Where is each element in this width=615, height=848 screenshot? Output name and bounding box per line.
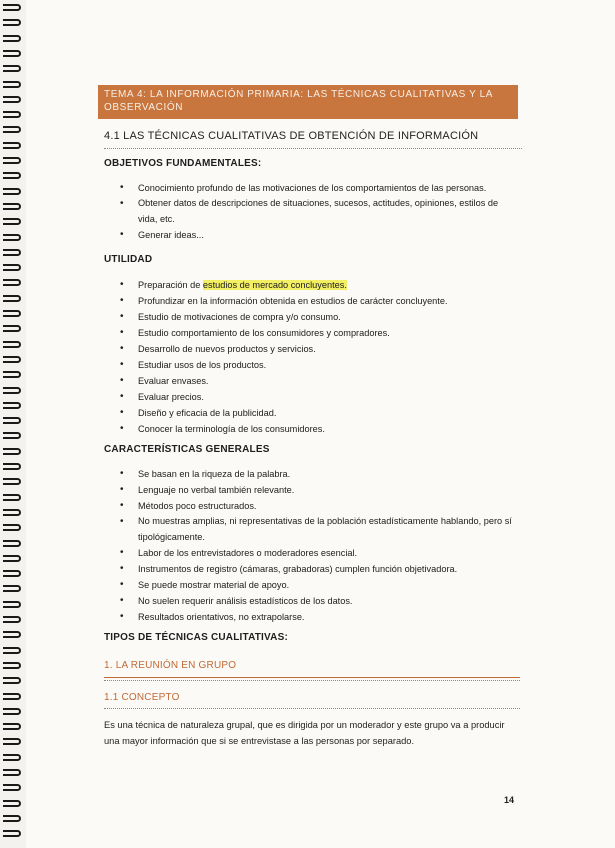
binding-coil <box>3 371 21 378</box>
list-item: • No suelen requerir análisis estadísticos de los datos. <box>120 593 520 609</box>
binding-coil <box>3 325 21 332</box>
list-item: • Conocer la terminología de los consumidores. <box>120 421 520 437</box>
list-item: • Instrumentos de registro (cámaras, grabadoras) cumplen función objetivadora. <box>120 561 520 577</box>
binding-coil <box>3 754 21 761</box>
binding-coil <box>3 65 21 72</box>
binding-coil <box>3 341 21 348</box>
binding-coil <box>3 631 21 638</box>
binding-coil <box>3 570 21 577</box>
subsection-rule <box>104 677 520 678</box>
binding-coil <box>3 738 21 745</box>
binding-coil <box>3 432 21 439</box>
list-item: • Labor de los entrevistadores o moderadores esencial. <box>120 545 520 561</box>
binding-coil <box>3 478 21 485</box>
list-item: • Se basan en la riqueza de la palabra. <box>120 466 520 482</box>
list-item: • Evaluar precios. <box>120 389 520 405</box>
subsection-title: 1. LA REUNIÓN EN GRUPO <box>104 660 237 671</box>
list-item: • Lenguaje no verbal también relevante. <box>120 482 520 498</box>
list-item: • Desarrollo de nuevos productos y servicios. <box>120 341 520 357</box>
list-item: • Evaluar envases. <box>120 373 520 389</box>
binding-coil <box>3 218 21 225</box>
binding-coil <box>3 555 21 562</box>
binding-coil <box>3 815 21 822</box>
subsection-subtitle-rule <box>104 708 520 709</box>
binding-coil <box>3 126 21 133</box>
binding-coil <box>3 769 21 776</box>
binding-coil <box>3 540 21 547</box>
binding-coil <box>3 249 21 256</box>
binding-coil <box>3 509 21 516</box>
binding-coil <box>3 172 21 179</box>
binding-coil <box>3 723 21 730</box>
utilidad-list <box>120 277 520 437</box>
chapter-banner: TEMA 4: LA INFORMACIÓN PRIMARIA: LAS TÉCNICAS CUALITATIVAS Y LA OBSERVACIÓN <box>98 85 518 119</box>
list-item: • Resultados orientativos, no extrapolarse. <box>120 609 520 625</box>
objetivos-list <box>120 180 520 243</box>
binding-coil <box>3 234 21 241</box>
list-item: • Estudiar usos de los productos. <box>120 357 520 373</box>
list-item: • No muestras amplias, ni representativas de la población estadísticamente hablando, pero sí tipológicamente. <box>120 514 520 545</box>
highlighted-text: estudios de mercado concluyentes. <box>202 280 347 290</box>
binding-coil <box>3 417 21 424</box>
list-item: • Se puede mostrar material de apoyo. <box>120 577 520 593</box>
binding-coil <box>3 616 21 623</box>
list-item: • Estudio de motivaciones de compra y/o consumo. <box>120 309 520 325</box>
binding-coil <box>3 463 21 470</box>
binding-coil <box>3 279 21 286</box>
caracteristicas-heading: CARACTERÍSTICAS GENERALES <box>104 444 270 455</box>
concept-paragraph: Es una técnica de naturaleza grupal, que es dirigida por un moderador y este grupo va a producir una mayor información que si se entrevistase a las personas por separado. <box>104 720 505 746</box>
binding-coil <box>3 81 21 88</box>
binding-coil <box>3 19 21 26</box>
binding-coil <box>3 448 21 455</box>
binding-coil <box>3 677 21 684</box>
binding-coil <box>3 830 21 837</box>
binding-coil <box>3 188 21 195</box>
binding-coil <box>3 402 21 409</box>
binding-coil <box>3 4 21 11</box>
binding-coil <box>3 264 21 271</box>
list-item: • Diseño y eficacia de la publicidad. <box>120 405 520 421</box>
list-item: • Conocimiento profundo de las motivaciones de los comportamientos de las personas. <box>120 180 520 196</box>
binding-coil <box>3 693 21 700</box>
list-item-prefix: Preparación de <box>138 280 203 290</box>
section-title: 4.1 LAS TÉCNICAS CUALITATIVAS DE OBTENCIÓN DE INFORMACIÓN <box>104 130 479 142</box>
caracteristicas-list <box>120 466 520 625</box>
spiral-binding <box>0 0 26 848</box>
binding-coil <box>3 157 21 164</box>
list-item: • Profundizar en la información obtenida en estudios de carácter concluyente. <box>120 293 520 309</box>
binding-coil <box>3 708 21 715</box>
binding-coil <box>3 96 21 103</box>
binding-coil <box>3 295 21 302</box>
binding-coil <box>3 601 21 608</box>
subsection-rule-dotted <box>104 680 520 681</box>
binding-coil <box>3 800 21 807</box>
binding-coil <box>3 35 21 42</box>
binding-coil <box>3 310 21 317</box>
tipos-heading: TIPOS DE TÉCNICAS CUALITATIVAS: <box>104 632 288 643</box>
binding-coil <box>3 50 21 57</box>
list-item <box>120 277 520 293</box>
section-title-rule <box>104 148 522 149</box>
binding-coil <box>3 356 21 363</box>
binding-coil <box>3 662 21 669</box>
binding-coil <box>3 647 21 654</box>
list-item: • Obtener datos de descripciones de situaciones, sucesos, actitudes, opiniones, estilos de vida, etc. <box>120 196 520 227</box>
list-item: • Generar ideas... <box>120 227 520 243</box>
binding-coil <box>3 585 21 592</box>
binding-coil <box>3 524 21 531</box>
objetivos-heading: OBJETIVOS FUNDAMENTALES: <box>104 158 262 169</box>
page-number: 14 <box>504 795 515 805</box>
utilidad-heading: UTILIDAD <box>104 254 153 265</box>
list-item: • Métodos poco estructurados. <box>120 498 520 514</box>
binding-coil <box>3 111 21 118</box>
binding-coil <box>3 387 21 394</box>
subsection-subtitle: 1.1 CONCEPTO <box>104 692 180 703</box>
list-item: • Estudio comportamiento de los consumidores y compradores. <box>120 325 520 341</box>
binding-coil <box>3 784 21 791</box>
binding-coil <box>3 494 21 501</box>
binding-coil <box>3 142 21 149</box>
binding-coil <box>3 203 21 210</box>
